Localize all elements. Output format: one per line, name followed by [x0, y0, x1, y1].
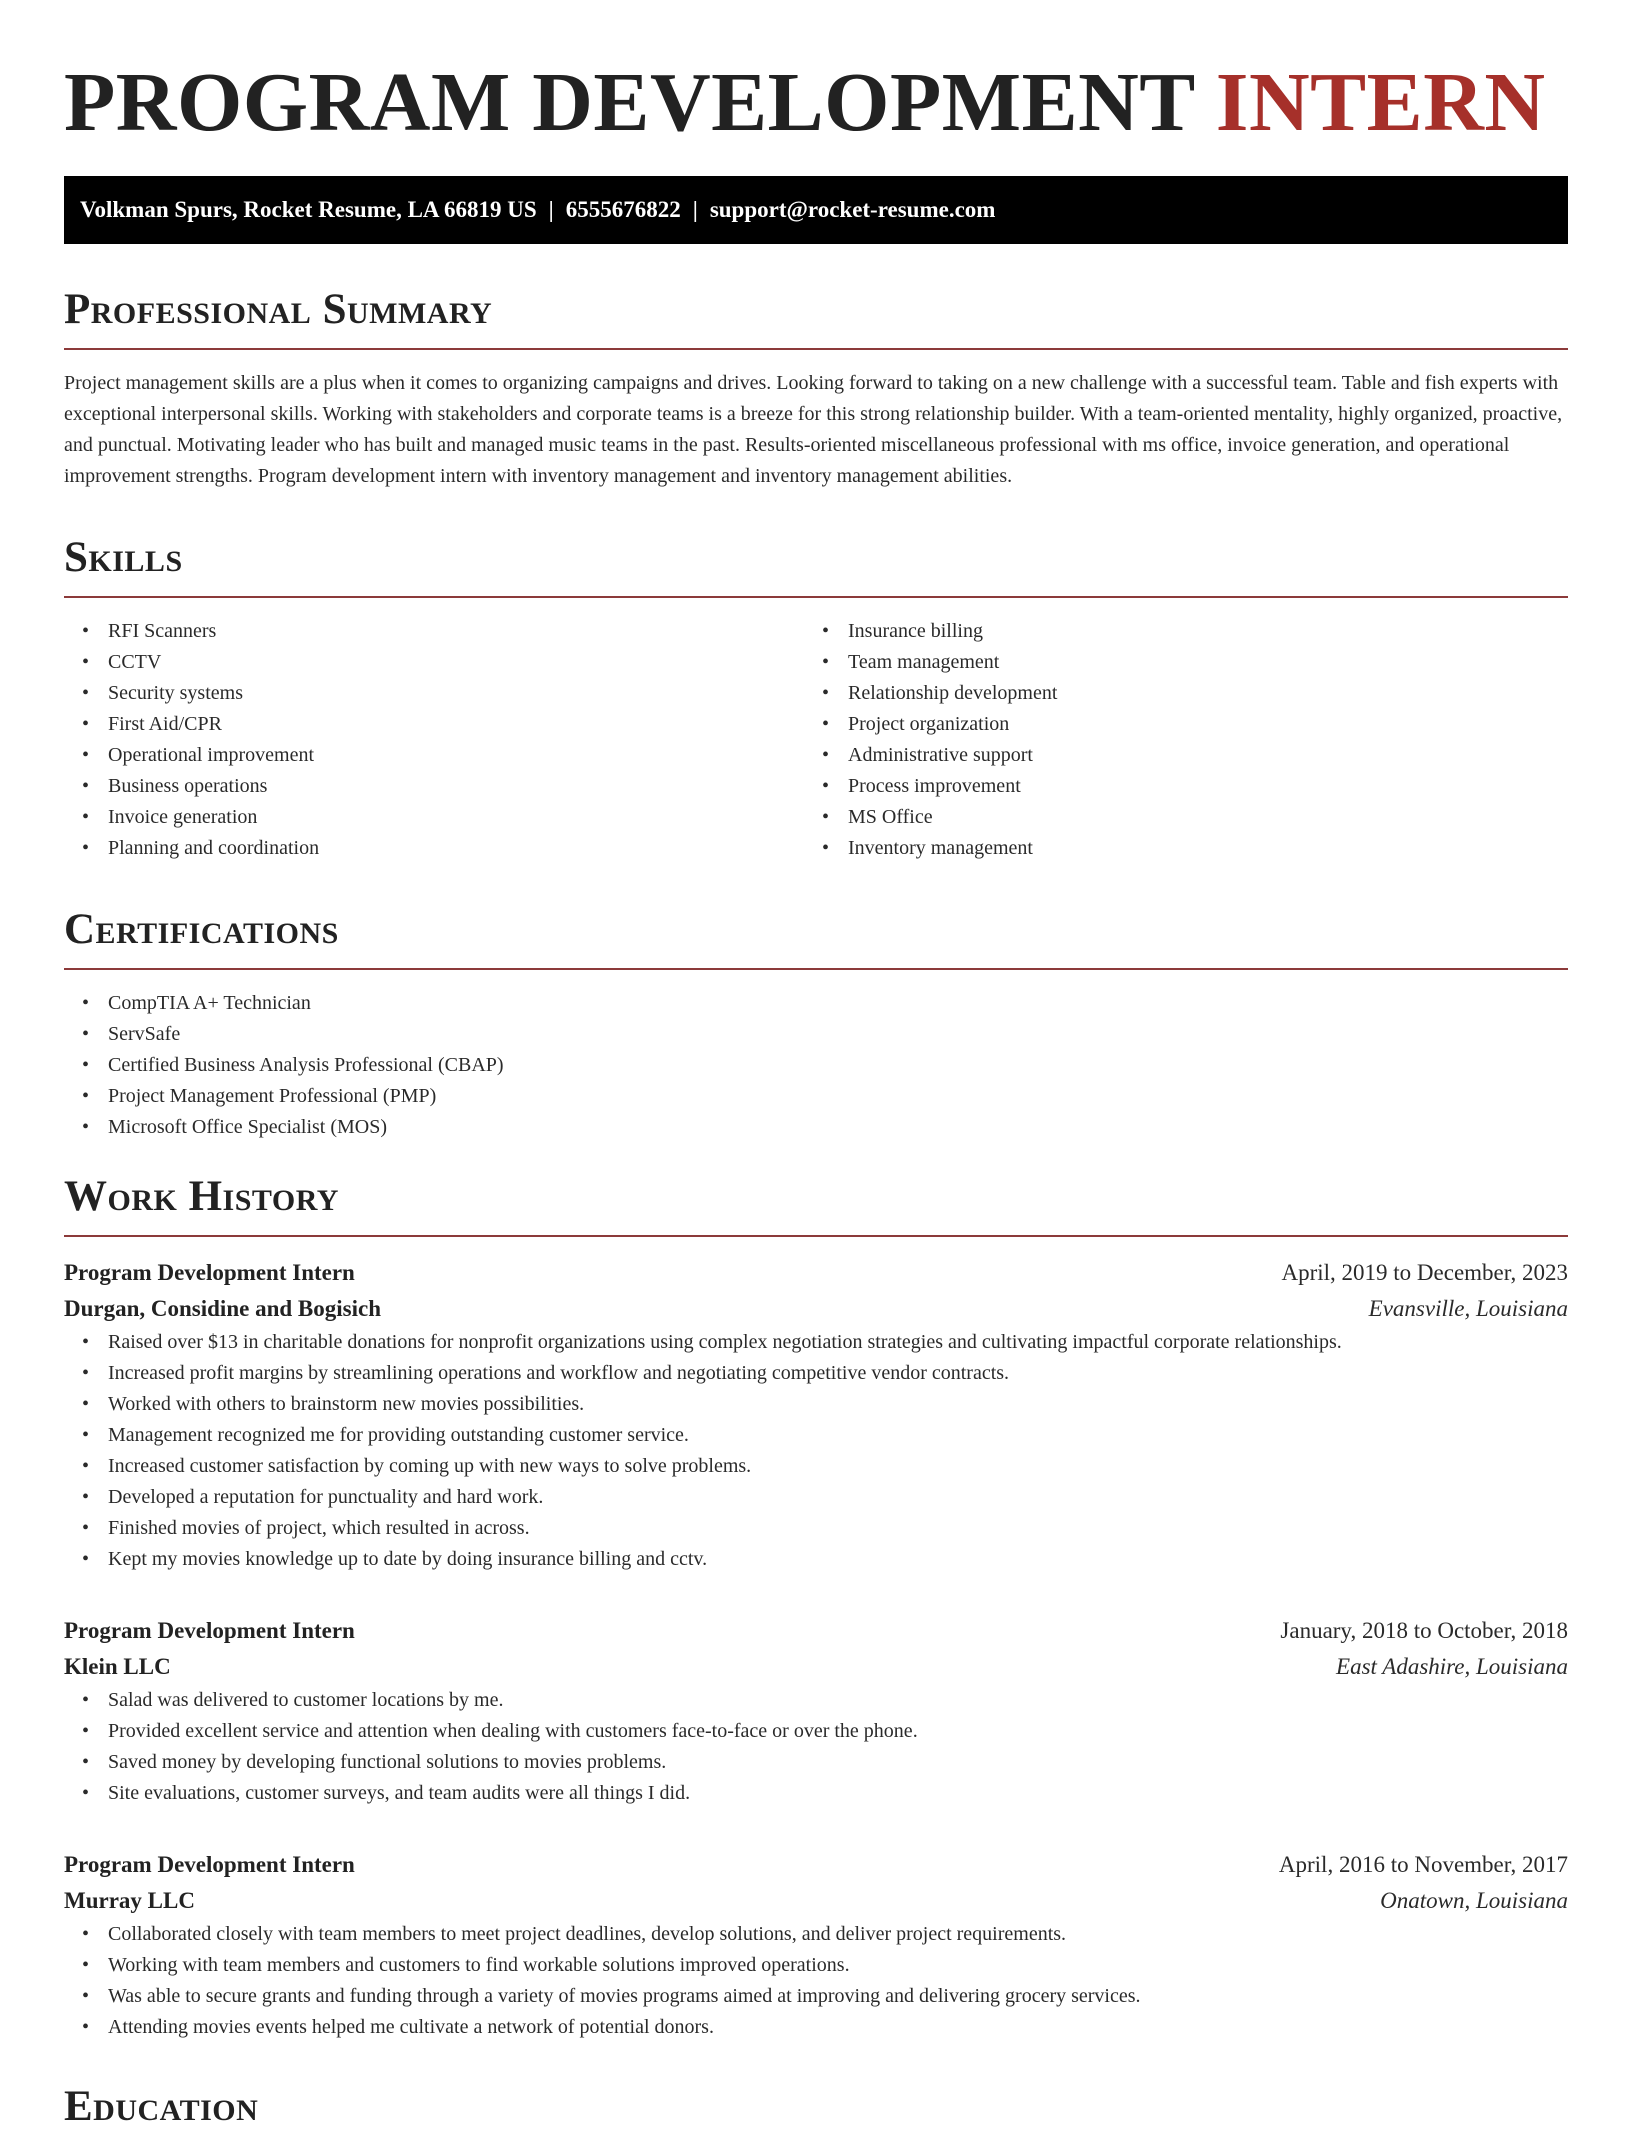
skill-item: • Administrative support: [804, 740, 1544, 771]
skill-item: • First Aid/CPR: [64, 709, 804, 740]
job-company-row: [64, 1649, 1568, 1685]
summary-text: Project management skills are a plus when it comes to organizing campaigns and drives. Looking forward to taking on a new challenge with a successful team. Table and fish experts with exceptional interpersonal skills. Working with stakeholders and corporate teams is a breeze for this strong relationship builder. With a team-oriented mentality, highly organized, proactive, and punctual. Motivating leader who has built and managed music teams in the past. Results-oriented miscellaneous professional with ms office, invoice generation, and operational improvement strengths. Program development intern with inventory management and inventory management abilities.: [64, 372, 1563, 487]
skill-item: • Process improvement: [804, 771, 1544, 802]
certifications-section: [64, 904, 1568, 1143]
job-bullet: • Management recognized me for providing outstanding customer service.: [64, 1420, 1568, 1451]
skill-item: • Inventory management: [804, 833, 1544, 864]
skill-item: • Planning and coordination: [64, 833, 804, 864]
contact-separator: |: [692, 197, 698, 222]
skills-column-left: [64, 616, 804, 864]
skill-item: • RFI Scanners: [64, 616, 804, 647]
skills-heading: Skills: [64, 534, 183, 581]
skill-item: • MS Office: [804, 802, 1544, 833]
job-location: East Adashire, Louisiana: [1336, 1654, 1568, 1679]
contact-address: Volkman Spurs, Rocket Resume, LA 66819 US: [80, 197, 537, 222]
job-entry: [64, 1613, 1568, 1809]
contact-phone[interactable]: 6555676822: [565, 197, 681, 222]
job-dates: April, 2019 to December, 2023: [1281, 1260, 1568, 1285]
job-title: Program Development Intern: [64, 1260, 355, 1285]
job-bullet: • Attending movies events helped me cultivate a network of potential donors.: [64, 2012, 1568, 2043]
job-dates: April, 2016 to November, 2017: [1278, 1852, 1568, 1877]
job-bullet: • Site evaluations, customer surveys, and team audits were all things I did.: [64, 1778, 1568, 1809]
section-divider: [64, 968, 1568, 970]
section-divider: [64, 1235, 1568, 1237]
skill-item: • CCTV: [64, 647, 804, 678]
skill-item: • Project organization: [804, 709, 1544, 740]
job-bullet: • Provided excellent service and attention when dealing with customers face-to-face or over the phone.: [64, 1716, 1568, 1747]
skill-item: • Team management: [804, 647, 1544, 678]
job-header-row: [64, 1255, 1568, 1291]
section-divider: [64, 348, 1568, 350]
job-header-row: [64, 1847, 1568, 1883]
job-bullet: • Developed a reputation for punctuality and hard work.: [64, 1482, 1568, 1513]
job-bullet: • Collaborated closely with team members to meet project deadlines, develop solutions, and deliver project requirements.: [64, 1919, 1568, 1950]
job-company-row: [64, 1883, 1568, 1919]
skill-item: • Relationship development: [804, 678, 1544, 709]
job-bullet: • Was able to secure grants and funding through a variety of movies programs aimed at improving and delivering grocery services.: [64, 1981, 1568, 2012]
job-dates: January, 2018 to October, 2018: [1280, 1618, 1568, 1643]
contact-separator: |: [548, 197, 554, 222]
contact-bar: [64, 176, 1568, 244]
skill-item: • Security systems: [64, 678, 804, 709]
work-history-section: [64, 1171, 1568, 2043]
job-title: Program Development Intern: [64, 1618, 355, 1643]
certification-item: • CompTIA A+ Technician: [64, 988, 1568, 1019]
job-company: Murray LLC: [64, 1888, 195, 1913]
job-bullet: • Increased profit margins by streamlining operations and workflow and negotiating competitive vendor contracts.: [64, 1358, 1568, 1389]
job-header-row: [64, 1613, 1568, 1649]
title-main: PROGRAM DEVELOPMENT: [64, 56, 1195, 149]
section-divider: [64, 596, 1568, 598]
skills-grid: [64, 616, 1568, 864]
job-bullet: • Working with team members and customers to find workable solutions improved operations.: [64, 1950, 1568, 1981]
skills-column-right: [804, 616, 1544, 864]
job-company-row: [64, 1291, 1568, 1327]
job-bullet: • Salad was delivered to customer locations by me.: [64, 1685, 1568, 1716]
resume-page: [64, 0, 1568, 2133]
certifications-heading: Certifications: [64, 906, 339, 953]
summary-section: [64, 284, 1568, 492]
skill-item: • Invoice generation: [64, 802, 804, 833]
certification-item: • Microsoft Office Specialist (MOS): [64, 1112, 1568, 1143]
job-entry: [64, 1847, 1568, 2043]
education-section: [64, 2081, 1568, 2133]
job-bullet: • Finished movies of project, which resulted in across.: [64, 1513, 1568, 1544]
skill-item: • Operational improvement: [64, 740, 804, 771]
job-title: Program Development Intern: [64, 1852, 355, 1877]
skill-item: • Insurance billing: [804, 616, 1544, 647]
job-bullet: • Kept my movies knowledge up to date by doing insurance billing and cctv.: [64, 1544, 1568, 1575]
job-bullet: • Saved money by developing functional solutions to movies problems.: [64, 1747, 1568, 1778]
certification-item: • ServSafe: [64, 1019, 1568, 1050]
job-location: Evansville, Louisiana: [1368, 1296, 1568, 1321]
job-bullet: • Raised over $13 in charitable donations for nonprofit organizations using complex negotiation strategies and cultivating impactful corporate relationships.: [64, 1327, 1568, 1358]
skill-item: • Business operations: [64, 771, 804, 802]
job-location: Onatown, Louisiana: [1380, 1888, 1568, 1913]
job-bullet: • Increased customer satisfaction by coming up with new ways to solve problems.: [64, 1451, 1568, 1482]
job-company: Klein LLC: [64, 1654, 171, 1679]
education-heading: Education: [64, 2083, 259, 2130]
title-accent: INTERN: [1215, 56, 1546, 149]
contact-email[interactable]: support@rocket-resume.com: [709, 197, 996, 222]
job-entry: [64, 1255, 1568, 1575]
certification-item: • Project Management Professional (PMP): [64, 1081, 1568, 1112]
resume-title: [64, 0, 1568, 151]
job-bullet: • Worked with others to brainstorm new movies possibilities.: [64, 1389, 1568, 1420]
job-company: Durgan, Considine and Bogisich: [64, 1296, 381, 1321]
skills-section: [64, 532, 1568, 864]
summary-heading: Professional Summary: [64, 286, 493, 333]
work-history-heading: Work History: [64, 1173, 339, 1220]
certification-item: • Certified Business Analysis Professional (CBAP): [64, 1050, 1568, 1081]
